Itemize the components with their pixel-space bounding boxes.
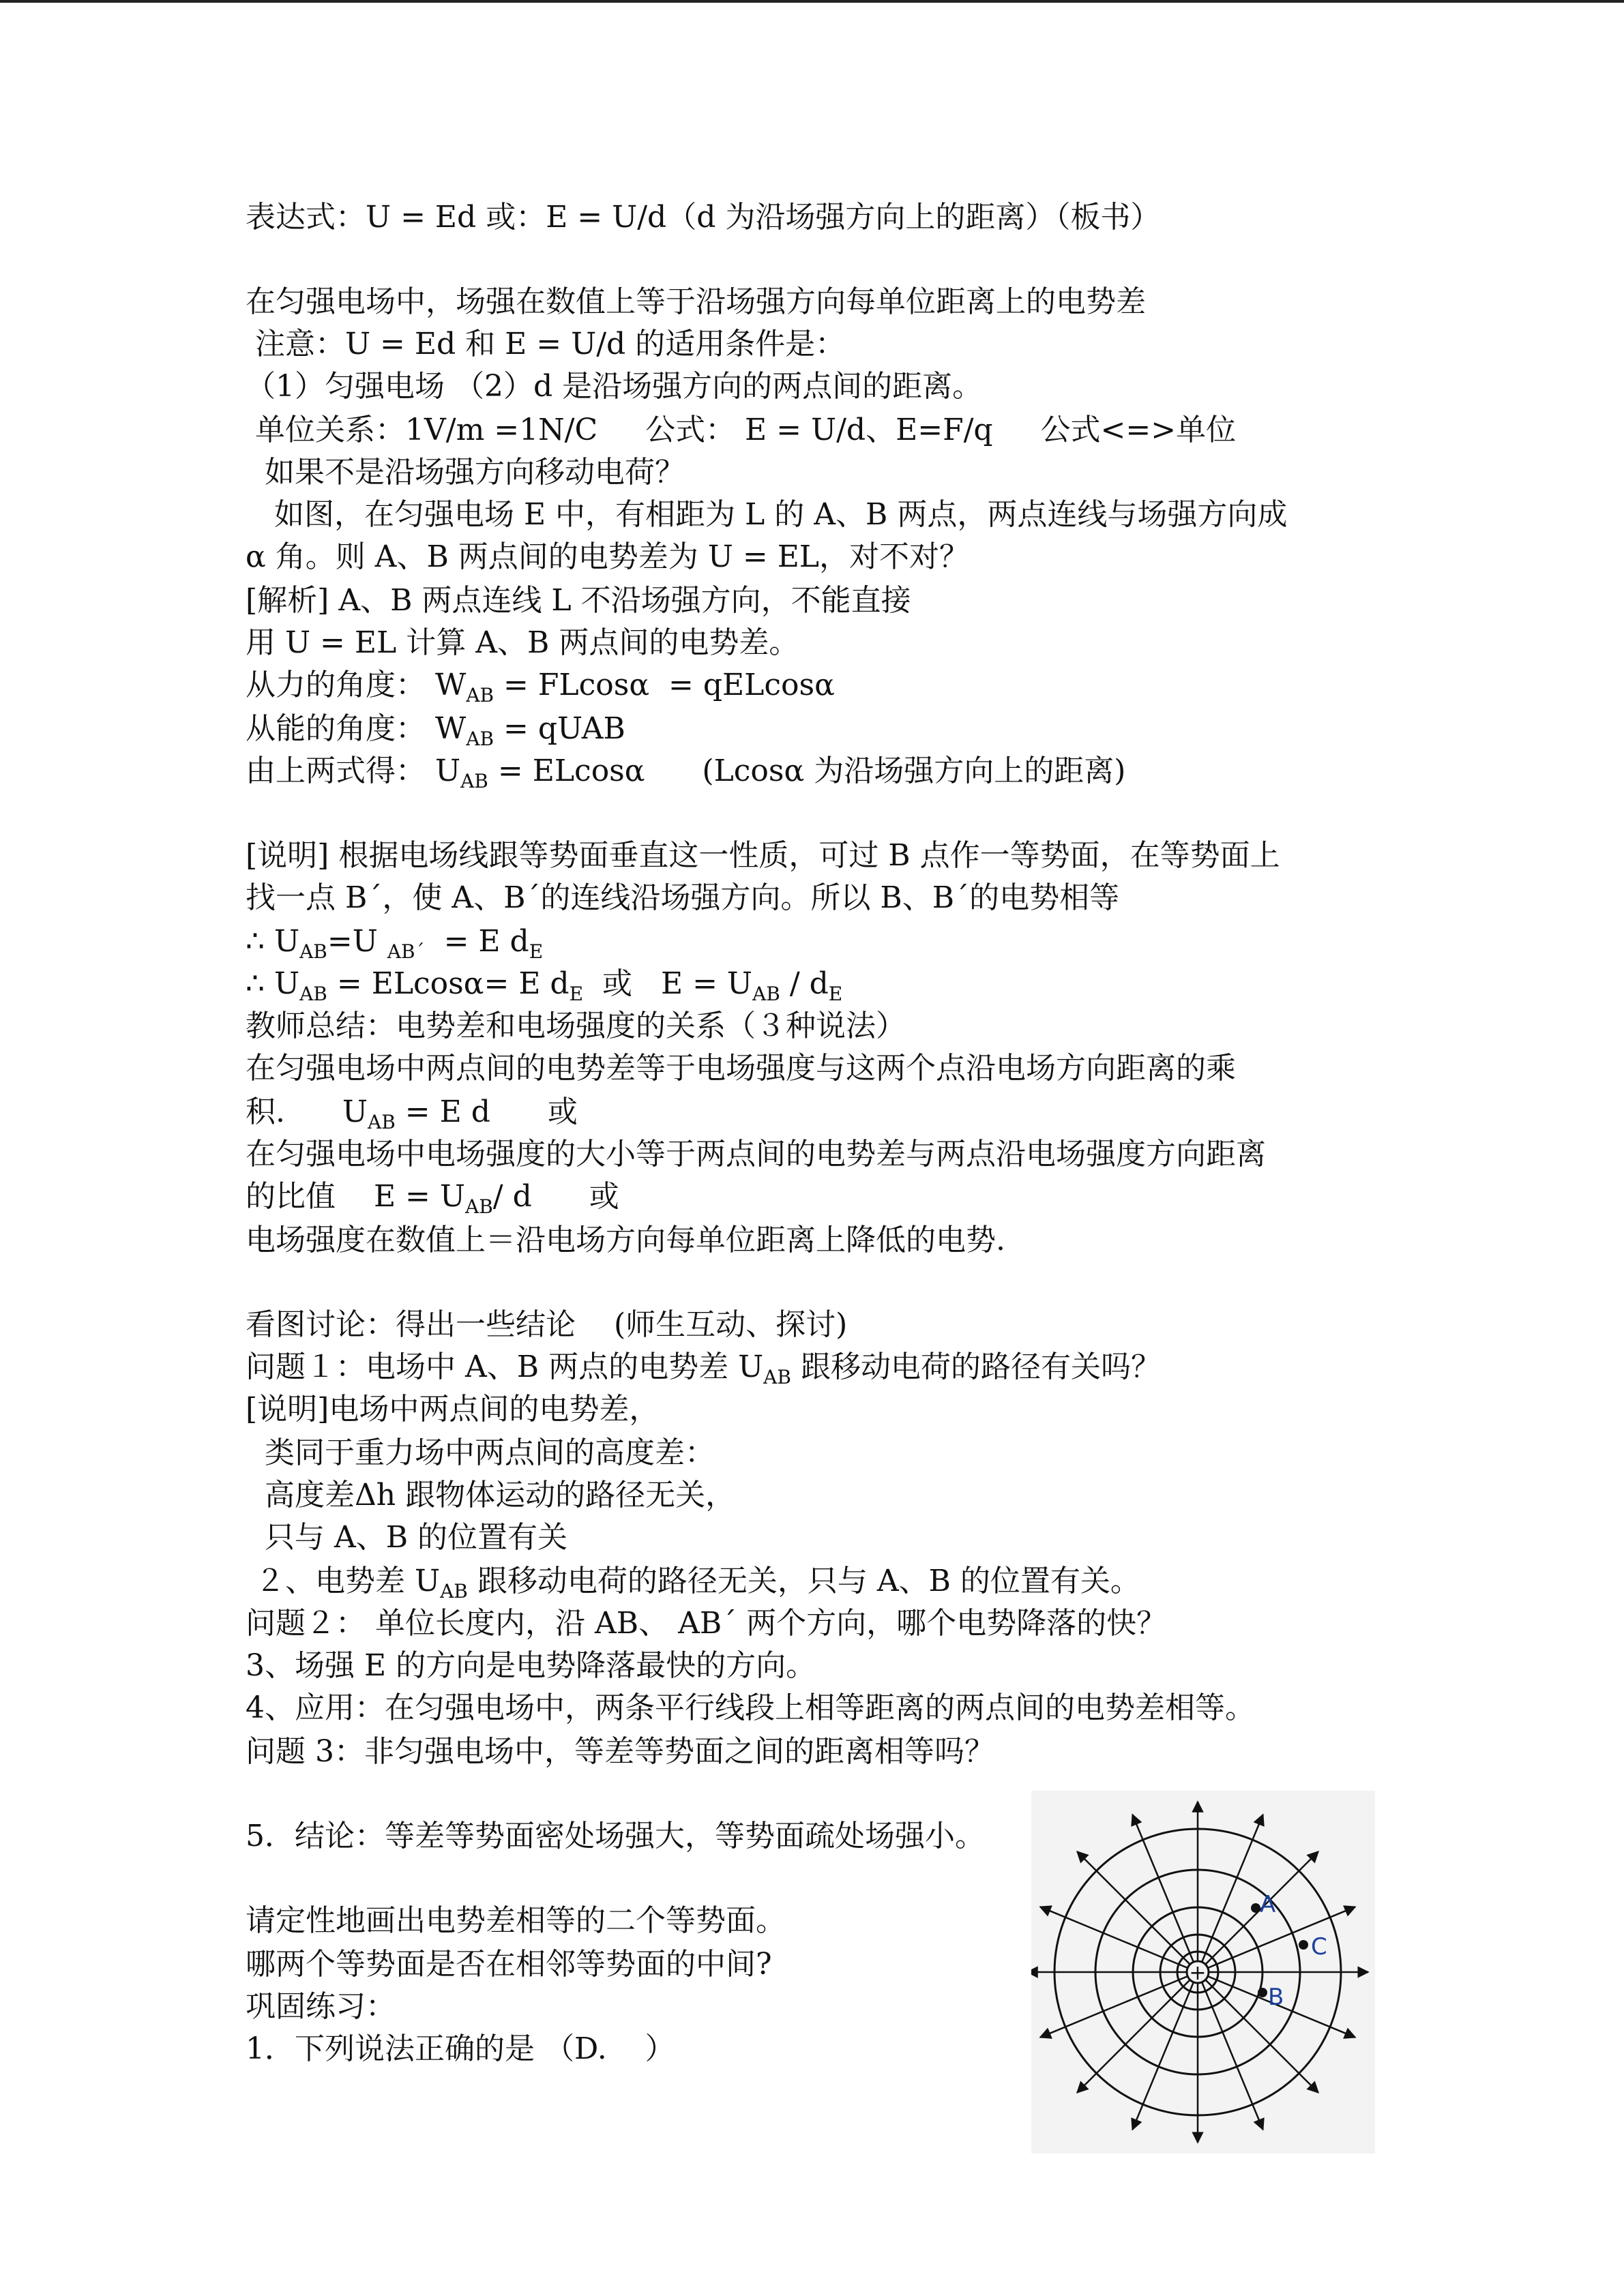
equipotential-figure [1031,1791,1375,2153]
text-line: 在匀强电场中两点间的电势差等于电场强度与这两个点沿电场方向距离的乘 [246,1051,1236,1086]
text-line: 类同于重力场中两点间的高度差： [246,1435,715,1470]
text-line: 在匀强电场中电场强度的大小等于两点间的电势差与两点沿电场强度方向距离 [246,1137,1266,1172]
text-line: [说明]电场中两点间的电势差， [246,1392,660,1427]
formula-line: 问题１：电场中 A、B 两点的电势差 $U_{AB}$ 跟移动电荷的路径有关吗？ [246,1350,1161,1388]
text-line: 教师总结：电势差和电场强度的关系（３种说法） [246,1009,906,1043]
formula-line: 从能的角度： $W_{AB}$ = qUAB [246,711,625,750]
text-line: 1．下列说法正确的是 （D. ） [246,2031,675,2066]
text-line: 单位关系：1V/m =1N/C 公式： E = U/d、E=F/q 公式<=>单位 [246,413,1237,447]
text-line: 问题２： 单位长度内，沿 AB、 AB´ 两个方向，哪个电势降落的快？ [246,1606,1167,1641]
point-b-label: B [1268,1984,1284,2011]
text-line: 5．结论：等差等势面密处场强大，等势面疏处场强小。 [246,1819,985,1853]
point-a-dot [1251,1903,1260,1913]
formula-line: ２、电势差 $U_{AB}$ 跟移动电荷的路径无关，只与 A、B 的位置有关。 [246,1564,1140,1602]
text-line: 如图，在匀强电场 E 中，有相距为 L 的 A、B 两点，两点连线与场强方向成 [246,497,1288,532]
text-line: 注意：U = Ed 和 E = U/d 的适用条件是： [246,327,846,361]
formula-line: 从力的角度： $W_{AB} = FLcos\alpha = qELcos\alpha$ [246,668,835,706]
text-line: 找一点 B´，使 A、B´的连线沿场强方向。所以 B、B´的电势相等 [246,880,1120,915]
field-line-arrow [1077,1851,1190,1964]
point-c-dot [1299,1940,1308,1950]
text-line: 电场强度在数值上＝沿电场方向每单位距离上降低的电势. [246,1223,1005,1257]
point-a-label: A [1260,1891,1276,1918]
formula-line: 积. $U_{AB} = E$ d 或 [246,1094,578,1133]
text-line: 巩固练习： [246,1989,396,2024]
field-line-arrow [1077,1980,1190,2092]
formula-line: ∴ $U_{AB}=U$ $_{AB´}$ = E $d_E$ [246,924,544,963]
text-line: 3、场强 E 的方向是电势降落最快的方向。 [246,1648,816,1683]
text-line: 问题 3：非匀强电场中，等差等势面之间的距离相等吗？ [246,1734,994,1769]
text-line: [解析] A、B 两点连线 L 不沿场强方向，不能直接 [246,583,911,618]
text-line: 高度差Δh 跟物体运动的路径无关， [246,1478,736,1512]
text-line: 哪两个等势面是否在相邻等势面的中间? [246,1947,772,1982]
text-line: 请定性地画出电势差相等的二个等势面。 [246,1903,786,1938]
text-line: 如果不是沿场强方向移动电荷？ [246,455,685,490]
text-line: [说明] 根据电场线跟等势面垂直这一性质，可过 B 点作一等势面，在等势面上 [246,838,1280,873]
formula-line: ∴ $U_{AB} = ELcos\alpha= E$ $d_E$ 或 $E = U_{AB} / d_E$ [246,966,843,1005]
text-line: α 角。则 A、B 两点间的电势差为 U = EL，对不对？ [246,539,970,574]
text-line: 用 U = EL 计算 A、B 两点间的电势差。 [246,625,799,660]
top-rule [0,0,1624,3]
text-line: 看图讨论：得出一些结论 (师生互动、探讨) [246,1307,848,1342]
formula-line: 的比值 $E = U_{AB}/$ d 或 [246,1179,619,1218]
field-diagram [1031,1791,1375,2153]
text-line: 4、应用：在匀强电场中，两条平行线段上相等距离的两点间的电势差相等。 [246,1690,1255,1725]
text-line: （1）匀强电场 （2）d 是沿场强方向的两点间的距离。 [246,369,983,404]
point-b-dot [1258,1988,1267,1997]
text-line: 只与 A、B 的位置有关 [246,1520,568,1555]
positive-charge-symbol: + [1189,1961,1207,1985]
text-line: 表达式：U = Ed 或：E = U/d（d 为沿场强方向上的距离）（板书） [246,200,1161,235]
point-c-label: C [1311,1933,1327,1960]
formula-line: 由上两式得： $U_{AB} = ELcos\alpha$ (Lcosα 为沿场强方向上的距离) [246,754,1126,792]
text-line: 在匀强电场中，场强在数值上等于沿场强方向每单位距离上的电势差 [246,284,1146,319]
